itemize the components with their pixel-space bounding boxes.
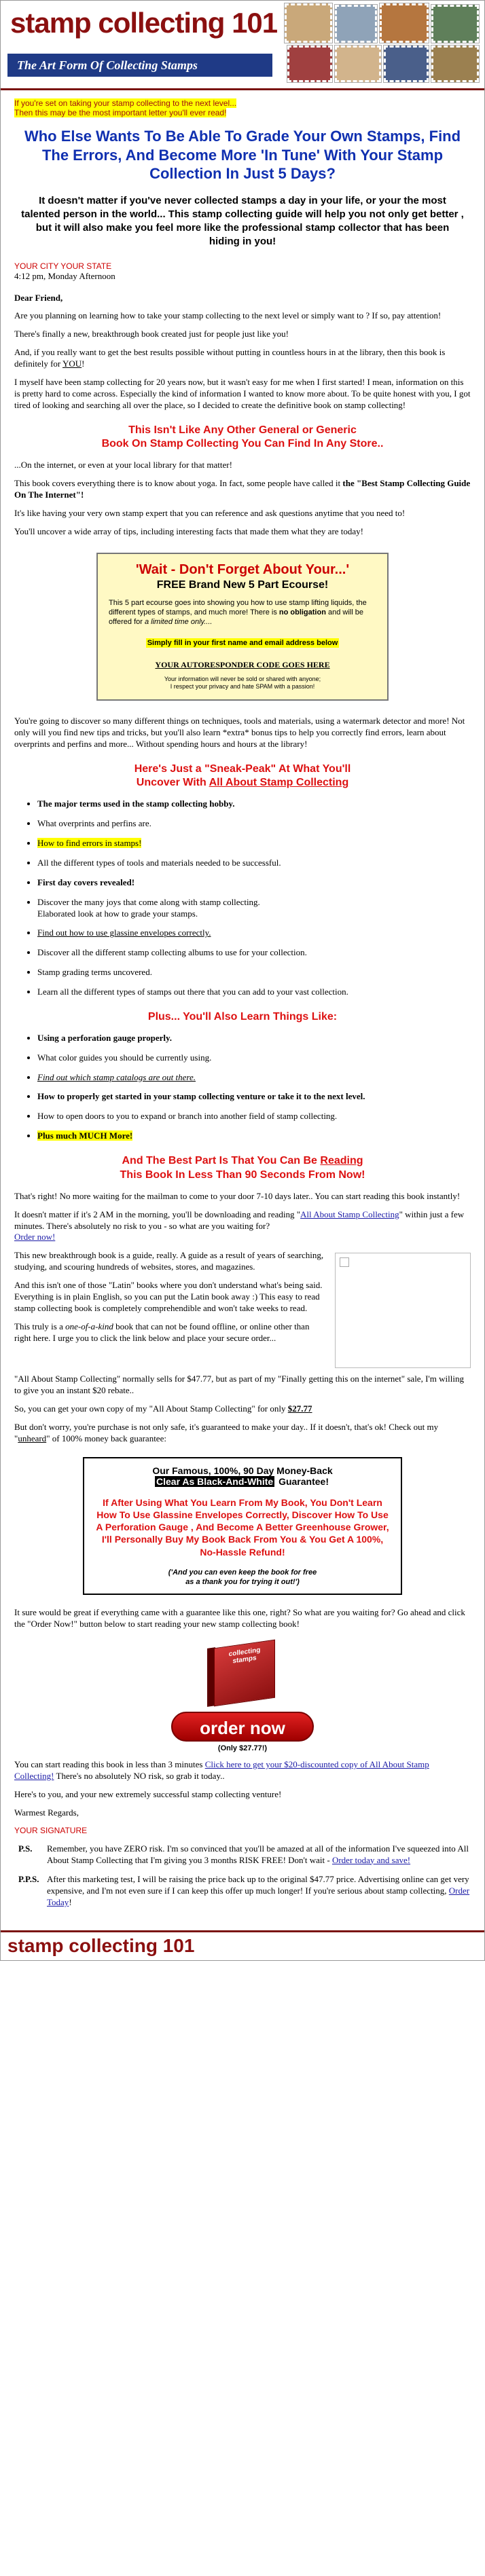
list-item: • Stamp grading terms uncovered.: [37, 967, 471, 978]
heading-line: And The Best Part Is That You Can Be: [122, 1155, 321, 1167]
text: book that can not be found offline, or online other than right here. I urge you to click the link below and place your secure order...: [14, 1321, 310, 1343]
ecourse-optin-box: [96, 553, 389, 701]
list-item: • Learn all the different types of stamps out there that you can add to your vast collection.: [37, 987, 471, 998]
list-item-text: Discover the many joys that come along with stamp collecting.: [37, 896, 260, 907]
text: and will be offered for: [109, 608, 363, 627]
benefits-list: [14, 798, 471, 998]
list-item: [37, 1033, 471, 1044]
paragraph: ...On the internet, or even at your local library for that matter!: [14, 460, 232, 471]
optin-subtitle: FREE Brand New 5 Part Ecourse!: [156, 578, 329, 591]
text: Remember, you have ZERO risk. I'm so convinced that you'll be amazed at all of the information I've squeezed into All About Stamp Collecting that I'm giving you 3 months RISK FREE! Don't wait -: [47, 1843, 469, 1865]
paragraph: This new breakthrough book is a guide, really. A guide as a result of years of searching, studying, and scouring hundreds of websites, stores, and magazines.: [14, 1250, 324, 1272]
list-item: [37, 877, 471, 889]
list-item: • All the different types of tools and materials needed to be successful.: [37, 858, 471, 869]
paragraph: It sure would be great if everything came with a guarantee like this one, right? So what are you waiting for? Go ahead and click the "Order Now!" button below to start reading your new stamp collecting book!: [14, 1607, 465, 1630]
product-link[interactable]: All About Stamp Collecting: [300, 1209, 399, 1219]
paragraph: [14, 1422, 471, 1445]
intro-line-2: Then this may be the most important letter you'll ever read!: [14, 108, 227, 117]
greeting: [14, 293, 471, 304]
pps-text: [47, 1874, 471, 1909]
paragraph: That's right! No more waiting for the mailman to come to your door 7-10 days later.. You can start reading this book instantly!: [14, 1190, 461, 1201]
text-underline: unheard: [18, 1433, 47, 1443]
list-item-text: Using a perforation gauge properly.: [37, 1032, 173, 1043]
broken-image-icon: [340, 1257, 349, 1267]
heading-line: This Book In Less Than 90 Seconds From Now!: [120, 1169, 365, 1181]
list-item: • What color guides you should be currently using.: [37, 1052, 471, 1064]
list-item: [37, 1130, 471, 1142]
list-item: [37, 838, 471, 849]
order-today-save-link[interactable]: Order today and save!: [331, 1854, 411, 1865]
text-bold: no obligation: [279, 608, 326, 617]
text: It doesn't matter if it's 2 AM in the morning, you'll be downloading and reading ": [14, 1209, 301, 1219]
heading-line: Uncover With: [136, 777, 209, 789]
ebook-cover: [195, 1641, 290, 1709]
subheadline: It doesn't matter if you've never collected stamps a day in your life, or your the most talented person in the world... This stamp collecting guide will help you not only get better , but it will also make you feel more like the professional stamp collector that has been hiding in you!: [21, 194, 464, 248]
optin-instruction: Simply fill in your first name and email address below: [147, 638, 338, 647]
list-item: • How to open doors to you to expand or branch into another field of stamp collecting.: [37, 1111, 471, 1122]
section-heading: [14, 1154, 471, 1183]
stamp-image: [384, 45, 429, 82]
site-tagline: The Art Form Of Collecting Stamps: [7, 54, 272, 77]
text: " of 100% money back guarantee:: [46, 1433, 166, 1443]
text: I respect your privacy and hate SPAM with a passion!: [170, 683, 315, 691]
stamp-image: [431, 5, 479, 43]
text-italic: a limited time only....: [145, 618, 213, 627]
heading-link: Reading: [320, 1155, 363, 1167]
heading-line: Here's Just a "Sneak-Peak" At What You'll: [134, 762, 351, 775]
text-italic: one-of-a-kind: [65, 1321, 113, 1331]
paragraph: [14, 1759, 471, 1782]
footer-title: stamp collecting 101: [7, 1935, 195, 1957]
paragraph: Here's to you, and your new extremely successful stamp collecting venture!: [14, 1788, 282, 1799]
text: !: [69, 1897, 72, 1908]
paragraph: [14, 478, 471, 501]
order-now-button[interactable]: order now: [171, 1712, 314, 1742]
text: You can start reading this book in less than 3 minutes: [14, 1759, 205, 1770]
autoresponder-code[interactable]: YOUR AUTORESPONDER CODE GOES HERE: [155, 659, 330, 669]
list-item-text: The major terms used in the stamp collecting hobby.: [37, 798, 235, 809]
text: This book covers everything there is to know about yoga. In fact, some people have called it: [14, 478, 343, 489]
list-item: [37, 897, 471, 920]
paragraph: It's like having your very own stamp expert that you can reference and ask questions anytime that you need to!: [14, 507, 406, 518]
text: This truly is a: [14, 1321, 66, 1331]
text-bold: the "Best Stamp Collecting Guide On The Internet"!: [14, 478, 471, 500]
extras-list: [14, 1033, 471, 1142]
sales-letter: [1, 90, 484, 1924]
list-item-text: Find out how to use glassine envelopes correctly.: [37, 927, 211, 938]
guarantee-highlight: Clear As Black-And-White: [156, 1475, 274, 1487]
list-item: [37, 927, 471, 939]
list-item: [37, 1072, 471, 1084]
header-banner: [1, 1, 484, 90]
guarantee-text: If After Using What You Learn From My Book, You Don't Learn How To Use Glassine Envelopes Correctly, Discover How To Use A Perforation Gauge , And Become A Better Greenhouse Grower, I'll Personally Buy My Book Back From You & You Get A 100%, No-Hassle Refund!: [96, 1496, 389, 1558]
optin-title: 'Wait - Don't Forget About Your...': [135, 562, 350, 577]
postscript: [18, 1874, 471, 1909]
paragraph: You're going to discover so many different things on techniques, tools and materials, using a watermark detector and more! Not only will you find new tips and tricks, but you'll also learn *extra* bonus tips to help you correctly find errors, learn about overprints and perfins and more... Without spending hours and hours at the library!: [14, 715, 465, 749]
paragraph: [14, 1403, 471, 1415]
guarantee-subtitle: [95, 1476, 390, 1487]
guarantee-title: Our Famous, 100%, 90 Day Money-Back: [152, 1465, 333, 1476]
list-item-text: How to find errors in stamps!: [37, 837, 142, 848]
paragraph: And this isn't one of those "Latin" books where you don't understand what's being said. Everything is in plain English, so you can put the Latin book away :) This easy to read stamp collecting book is completely comprehendible and won't take weeks to read.: [14, 1280, 323, 1313]
list-item-text: Elaborated look at how to grade your stamps.: [37, 908, 198, 919]
postscript: [18, 1843, 471, 1866]
text: Your information will never be sold or shared with anyone;: [164, 675, 321, 682]
order-price: (Only $27.77!): [217, 1744, 268, 1753]
section-heading: Plus... You'll Also Learn Things Like:: [147, 1011, 338, 1023]
list-item-text: Plus much MUCH More!: [37, 1130, 133, 1141]
text: After this marketing test, I will be raising the price back up to the original $47.77 price. Advertising online can get very expensive, and I'm not even sure if I can keep this offer up much longer! If you're serious about stamp collecting,: [47, 1874, 469, 1896]
footer-banner: [1, 1930, 484, 1960]
stamp-image: [285, 3, 332, 43]
privacy-note: [109, 676, 376, 691]
signature: YOUR SIGNATURE: [14, 1825, 88, 1835]
stamp-image: [287, 45, 332, 82]
guarantee-note: [95, 1568, 390, 1587]
heading-line: This Isn't Like Any Other General or Generic: [128, 424, 357, 436]
text: This 5 part ecourse goes into showing you how to use stamp lifting liquids, the different types of stamps, and much more! There is: [109, 598, 367, 617]
stamp-image: [335, 5, 377, 43]
text: So, you can get your own copy of my "All About Stamp Collecting" for only: [14, 1403, 288, 1414]
paragraph: I myself have been stamp collecting for 20 years now, but it wasn't easy for me when I first started! I mean, information on this is pretty hard to come across. Especially the kind of information I wanted to know more about. To be quite honest with you, I got tired of looking and searching all over the place, so I decided to create the definitive book on stamp collecting!: [14, 376, 471, 410]
book-cover: collecting stamps: [214, 1640, 275, 1707]
text-emphasis: YOU: [62, 358, 82, 369]
optin-description: [109, 598, 376, 627]
ps-label: P.S.: [18, 1843, 33, 1854]
intro-highlight: [14, 98, 471, 117]
order-today-link[interactable]: Order Today: [47, 1885, 470, 1908]
list-item: [37, 798, 471, 810]
guarantee-box: [83, 1457, 402, 1596]
stamp-collage: [285, 3, 482, 85]
list-item: [37, 1091, 471, 1103]
greeting-text: Dear Friend,: [14, 292, 63, 303]
price: $27.77: [287, 1403, 312, 1414]
paragraph: You'll uncover a wide array of tips, including interesting facts that made them what they are today!: [14, 526, 364, 536]
paragraph: [14, 347, 471, 370]
list-item: • Discover all the different stamp collecting albums to use for your collection.: [37, 947, 471, 959]
order-now-link[interactable]: Order now!: [14, 1232, 56, 1243]
list-item-text: First day covers revealed!: [37, 877, 135, 887]
text: There's no absolutely NO risk, so grab it today..: [54, 1770, 225, 1781]
paragraph: There's finally a new, breakthrough book created just for people just like you!: [14, 329, 289, 339]
text: Guarantee!: [276, 1475, 329, 1487]
paragraph: "All About Stamp Collecting" normally sells for $47.77, but as part of my "Finally getting this on the internet" sale, I'm willing to give you an instant $20 rebate..: [14, 1374, 464, 1396]
text: as a thank you for trying it out!'): [185, 1577, 300, 1586]
timestamp: 4:12 pm, Monday Afternoon: [14, 270, 115, 281]
main-headline: Who Else Wants To Be Able To Grade Your Own Stamps, Find The Errors, And Become More 'In Tune' With Your Stamp Collection In Just 5 Days?: [24, 128, 461, 182]
list-item: • What overprints and perfins are.: [37, 818, 471, 830]
heading-link: All About Stamp Collecting: [209, 777, 349, 789]
text: And, if you really want to get the best results possible without putting in countless hours in at the library, then this book is definitely for: [14, 347, 446, 369]
paragraph: Warmest Regards,: [14, 1807, 79, 1818]
ps-text: [47, 1843, 471, 1866]
stamp-image: [335, 45, 381, 82]
text: !: [82, 358, 85, 369]
list-item-text: How to properly get started in your stamp collecting venture or take it to the next level.: [37, 1091, 365, 1102]
discount-link[interactable]: Click here to get your $20-discounted copy of All About Stamp Collecting!: [14, 1759, 429, 1781]
stamp-image: [431, 45, 479, 82]
paragraph: Are you planning on learning how to take your stamp collecting to the next level or simply want to ? If so, pay attention!: [14, 310, 442, 321]
pps-label: P.P.S.: [18, 1874, 39, 1885]
stamp-image: [380, 3, 429, 43]
section-heading: [14, 424, 471, 452]
heading-line: Book On Stamp Collecting You Can Find In Any Store..: [101, 438, 384, 450]
text: " within just a few minutes. There's absolutely no risk to you - so what are you waiting for?: [14, 1209, 465, 1231]
order-section: [14, 1641, 471, 1752]
location: YOUR CITY YOUR STATE: [14, 261, 112, 271]
paragraph: [14, 1209, 471, 1244]
intro-line-1: If you're set on taking your stamp collecting to the next level...: [14, 98, 237, 108]
text: ('And you can even keep the book for free: [168, 1568, 317, 1577]
text: But don't worry, you're purchase is not only safe, it's guaranteed to make your day.. If it doesn't, that's ok! Check out my ": [14, 1421, 439, 1443]
product-image-placeholder: [335, 1253, 471, 1368]
site-title: stamp collecting 101: [10, 7, 278, 39]
section-heading: [14, 762, 471, 791]
list-item-text: Find out which stamp catalogs are out there.: [37, 1071, 196, 1082]
